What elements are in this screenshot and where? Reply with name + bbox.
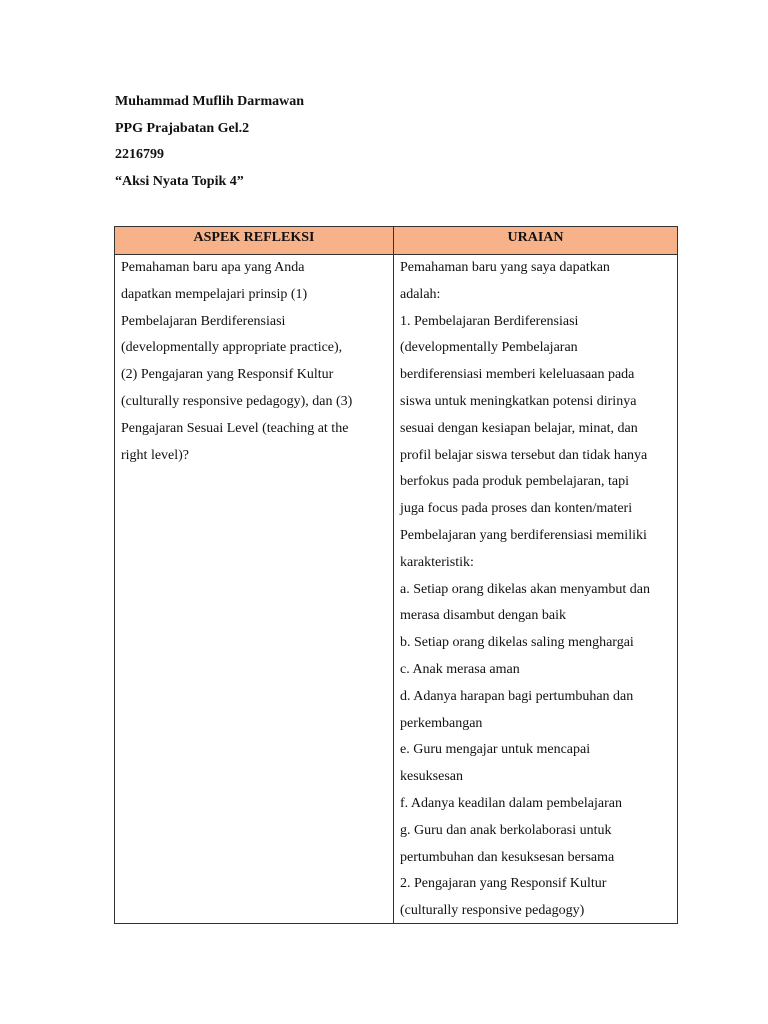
text-line: kesuksesan [400, 769, 463, 785]
text-line: (culturally responsive pedagogy), dan (3) [121, 393, 353, 409]
program-name: PPG Prajabatan Gel.2 [115, 120, 250, 136]
text-line: Pembelajaran yang berdiferensiasi memiliki [400, 527, 647, 543]
text-line: sesuai dengan kesiapan belajar, minat, dan [400, 420, 638, 436]
document-title: “Aksi Nyata Topik 4” [115, 173, 244, 189]
text-line: juga focus pada proses dan konten/materi [400, 501, 633, 517]
text-line: (developmentally appropriate practice), [121, 340, 343, 356]
text-line: Pemahaman baru yang saya dapatkan [400, 260, 610, 275]
cell-aspek-refleksi [121, 255, 387, 469]
text-line: e. Guru mengajar untuk mencapai [400, 742, 591, 758]
document-header [115, 89, 675, 195]
column-header-uraian: URAIAN [507, 230, 564, 245]
cell-uraian [400, 255, 674, 925]
text-line: right level)? [121, 447, 190, 463]
student-id: 2216799 [115, 147, 164, 162]
text-line: profil belajar siswa tersebut dan tidak hanya [400, 447, 648, 463]
text-line: (2) Pengajaran yang Responsif Kultur [121, 367, 334, 383]
reflection-table [114, 226, 678, 924]
column-header-aspek: ASPEK REFLEKSI [193, 230, 315, 245]
text-line: a. Setiap orang dikelas akan menyambut dan [400, 581, 650, 597]
text-line: berfokus pada produk pembelajaran, tapi [400, 474, 629, 490]
text-line: f. Adanya keadilan dalam pembelajaran [400, 795, 622, 811]
table-header-row [115, 227, 677, 255]
text-line: b. Setiap orang dikelas saling menghargai [400, 635, 634, 651]
text-line: pertumbuhan dan kesuksesan bersama [400, 849, 615, 865]
text-line: merasa disambut dengan baik [400, 608, 567, 624]
text-line: c. Anak merasa aman [400, 661, 520, 677]
text-line: siswa untuk meningkatkan potensi dirinya [400, 393, 637, 409]
author-name: Muhammad Muflih Darmawan [115, 94, 305, 109]
column-divider [393, 227, 394, 923]
text-line: 1. Pembelajaran Berdiferensiasi [400, 313, 579, 329]
text-line: Pengajaran Sesuai Level (teaching at the [121, 420, 349, 436]
text-line: 2. Pengajaran yang Responsif Kultur [400, 876, 607, 892]
text-line: g. Guru dan anak berkolaborasi untuk [400, 822, 612, 838]
text-line: Pembelajaran Berdiferensiasi [121, 313, 286, 329]
text-line: dapatkan mempelajari prinsip (1) [121, 286, 308, 302]
text-line: perkembangan [400, 715, 483, 731]
text-line: d. Adanya harapan bagi pertumbuhan dan [400, 688, 634, 704]
text-line: (culturally responsive pedagogy) [400, 903, 585, 919]
text-line: (developmentally Pembelajaran [400, 340, 578, 356]
text-line: berdiferensiasi memberi keleluasaan pada [400, 367, 635, 383]
text-line: Pemahaman baru apa yang Anda [121, 260, 305, 275]
text-line: karakteristik: [400, 554, 474, 570]
text-line: adalah: [400, 286, 441, 302]
